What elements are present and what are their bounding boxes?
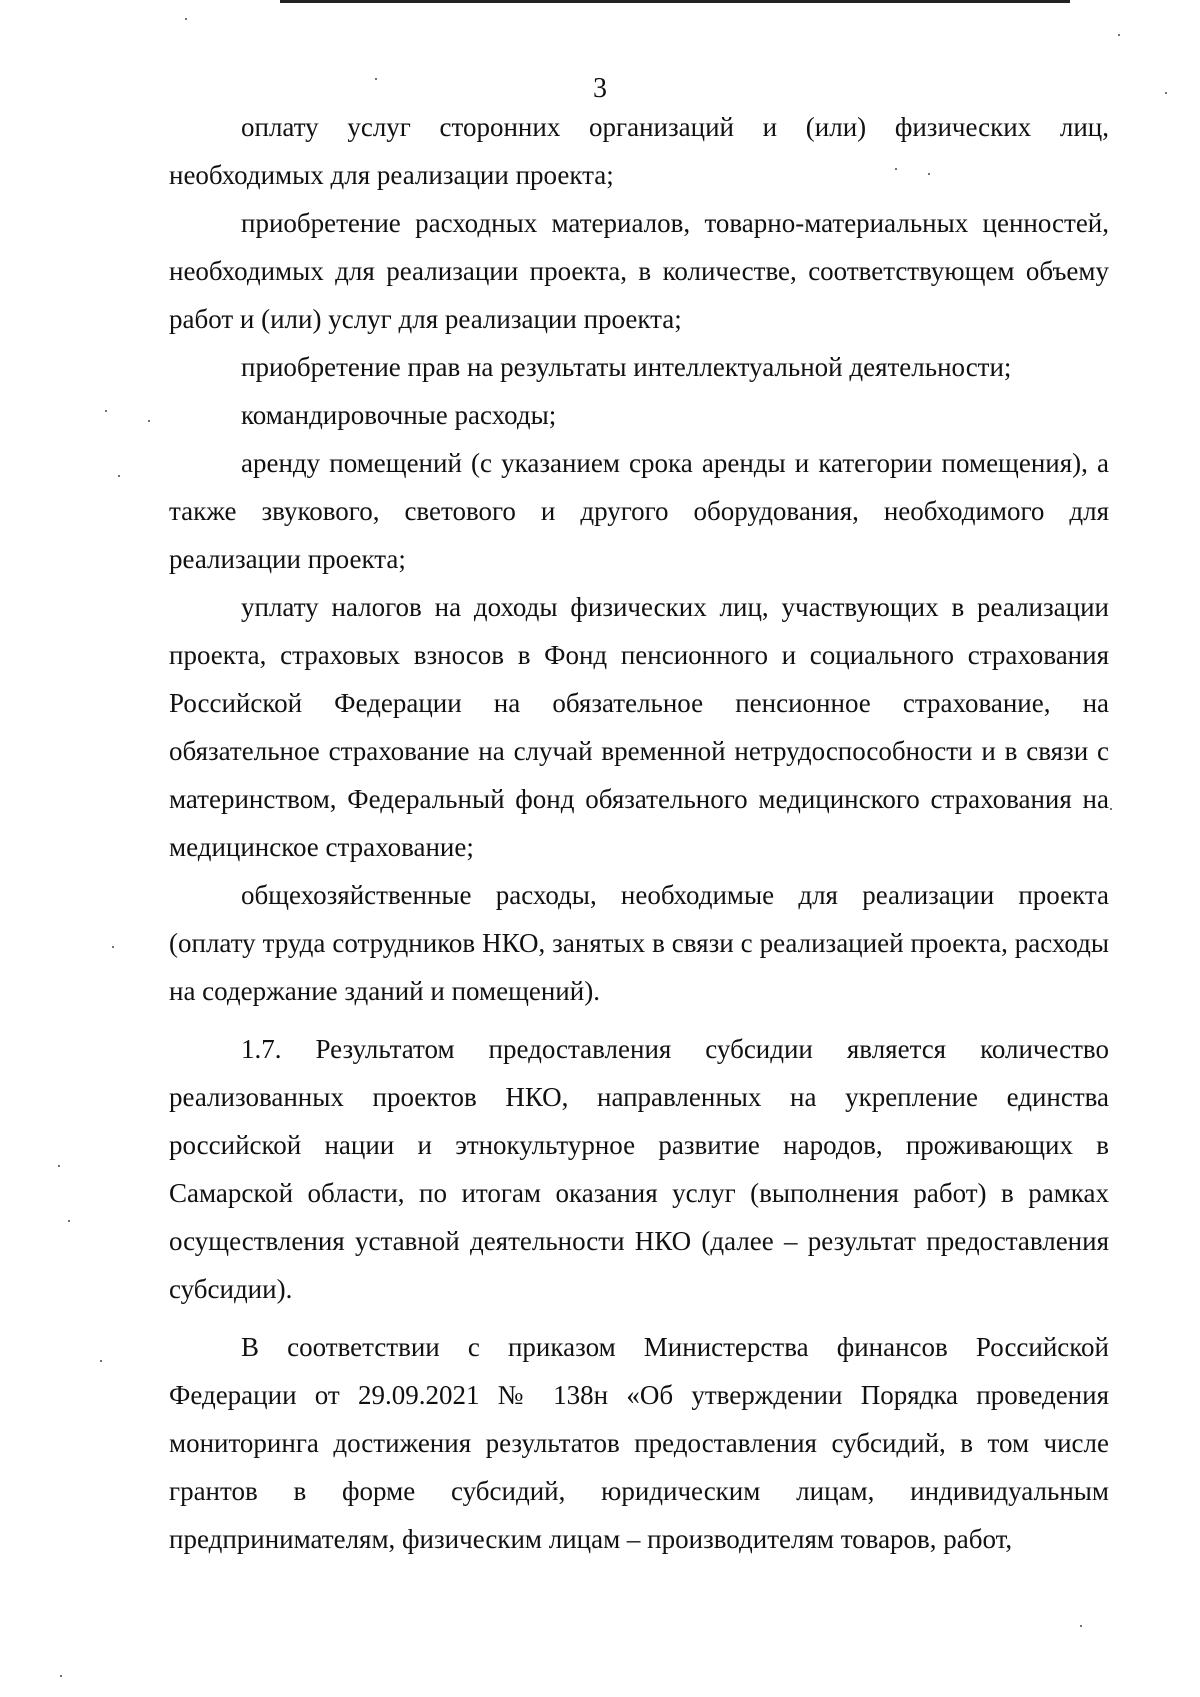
scan-speck xyxy=(1110,808,1112,810)
scan-speck xyxy=(148,420,150,422)
scan-speck xyxy=(928,173,930,175)
paragraph-ministry-order: В соответствии с приказом Министерства финансов Российской Федерации от 29.09.2021 № 138н «Об утверждении Порядка проведения мониторинга достижения результатов предоставления субсидий, в том числе грантов в форме субсидий, юридическим лицам, индивидуальным предпринимателям, физическим лицам – производителям товаров, работ, xyxy=(169,1332,1109,1554)
paragraph-taxes: уплату налогов на доходы физических лиц, участвующих в реализации проекта, страховых взносов в Фонд пенсионного и социального страхования Российской Федерации на обязательное пенсионное страхование, на обязательное страхование на случай временной нетрудоспособности и в связи с материнством, Федеральный фонд обязательного медицинского страхования на медицинское страхование; xyxy=(169,592,1109,862)
page-number: 3 xyxy=(593,73,607,104)
paragraph-materials: приобретение расходных материалов, товарно-материальных ценностей, необходимых для реализации проекта, в количестве, соответствующем объему работ и (или) услуг для реализации проекта; xyxy=(169,208,1109,334)
scan-speck xyxy=(100,1360,102,1362)
scan-speck xyxy=(375,78,377,80)
paragraph-services: оплату услуг сторонних организаций и (или) физических лиц, необходимых для реализации проекта; xyxy=(169,112,1109,190)
paragraph-subsidy-result: 1.7. Результатом предоставления субсидии является количество реализованных проектов НКО, направленных на укрепление единства российской нации и этнокультурное развитие народов, проживающих в Самарской области, по итогам оказания услуг (выполнения работ) в рамках осуществления уставной деятельности НКО (далее – результат предоставления субсидии). xyxy=(169,1034,1109,1304)
scan-speck xyxy=(112,946,114,948)
paragraph-intellectual-rights: приобретение прав на результаты интеллектуальной деятельности; xyxy=(241,352,1012,382)
scan-speck xyxy=(68,1220,70,1222)
scan-speck xyxy=(105,410,107,412)
document-body xyxy=(169,103,1109,1563)
scan-speck xyxy=(118,475,120,477)
scan-speck xyxy=(60,1675,62,1677)
scan-speck xyxy=(1080,1625,1082,1627)
scan-speck xyxy=(185,18,187,20)
paragraph-rent: аренду помещений (с указанием срока аренды и категории помещения), а также звукового, светового и другого оборудования, необходимого для реализации проекта; xyxy=(169,448,1109,574)
scan-speck xyxy=(895,168,897,170)
scan-speck xyxy=(1118,34,1120,36)
scan-speck xyxy=(1165,92,1167,94)
paragraph-travel-expenses: командировочные расходы; xyxy=(241,400,557,430)
scan-top-edge xyxy=(280,0,1070,3)
paragraph-overhead: общехозяйственные расходы, необходимые для реализации проекта (оплату труда сотрудников НКО, занятых в связи с реализацией проекта, расходы на содержание зданий и помещений). xyxy=(169,880,1109,1006)
scan-speck xyxy=(58,1165,60,1167)
